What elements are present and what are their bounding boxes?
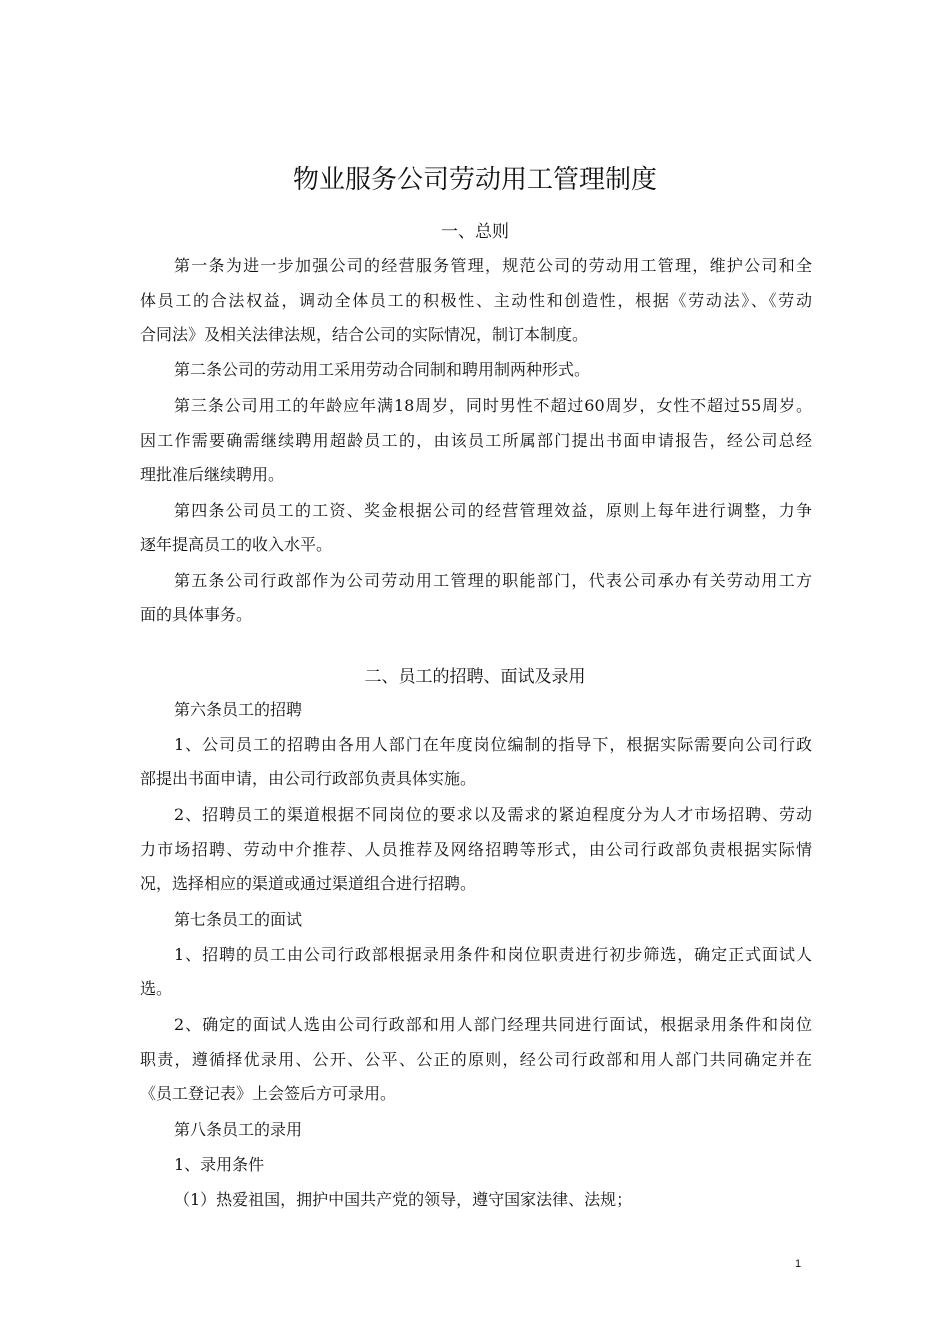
paragraph-line: 第二条公司的劳动用工采用劳动合同制和聘用制两种形式。 [174, 360, 591, 379]
paragraph-line: 面的具体事务。 [140, 605, 253, 624]
paragraph-line: 第四条公司员工的工资、奖金根据公司的经营管理效益，原则上每年进行调整，力争 [174, 501, 812, 520]
article-heading: 第六条员工的招聘 [174, 700, 303, 719]
paragraph-line: 1、招聘的员工由公司行政部根据录用条件和岗位职责进行初步筛选，确定正式面试人 [174, 945, 812, 964]
paragraph-line: 力市场招聘、劳动中介推荐、人员推荐及网络招聘等形式，由公司行政部负责根据实际情 [140, 840, 812, 859]
paragraph-line: 体员工的合法权益，调动全体员工的积极性、主动性和创造性，根据《劳动法》、《劳动 [140, 291, 812, 310]
paragraph-line: 选。 [140, 979, 173, 998]
paragraph-line: 第五条公司行政部作为公司劳动用工管理的职能部门，代表公司承办有关劳动用工方 [174, 571, 812, 590]
paragraph-line: 第三条公司用工的年龄应年满18周岁，同时男性不超过60周岁，女性不超过55周岁。 [174, 396, 812, 415]
paragraph-line: 1、公司员工的招聘由各用人部门在年度岗位编制的指导下，根据实际需要向公司行政 [174, 735, 812, 754]
section-heading-general: 一、总则 [441, 222, 509, 242]
paragraph-line: 况，选择相应的渠道或通过渠道组合进行招聘。 [140, 874, 477, 893]
page-number: 1 [795, 1258, 802, 1270]
section-heading-recruitment: 二、员工的招聘、面试及录用 [364, 667, 586, 687]
paragraph-line: 2、确定的面试人选由公司行政部和用人部门经理共同进行面试，根据录用条件和岗位 [174, 1015, 812, 1034]
paragraph-line: 部提出书面申请，由公司行政部负责具体实施。 [140, 769, 477, 788]
document-title: 物业服务公司劳动用工管理制度 [292, 165, 657, 195]
article-heading: 第八条员工的录用 [174, 1120, 303, 1139]
article-heading: 第七条员工的面试 [174, 910, 303, 929]
sub-heading: 1、录用条件 [174, 1155, 265, 1174]
paragraph-line: 《员工登记表》上会签后方可录用。 [140, 1084, 397, 1103]
paragraph-line: 理批准后继续聘用。 [140, 465, 285, 484]
paragraph-line: 2、招聘员工的渠道根据不同岗位的要求以及需求的紧迫程度分为人才市场招聘、劳动 [174, 805, 812, 824]
paragraph-line: 职责，遵循择优录用、公开、公平、公正的原则，经公司行政部和用人部门共同确定并在 [140, 1050, 812, 1069]
paragraph-line: 因工作需要确需继续聘用超龄员工的，由该员工所属部门提出书面申请报告，经公司总经 [140, 431, 812, 450]
list-item: （1）热爱祖国，拥护中国共产党的领导，遵守国家法律、法规； [174, 1190, 633, 1209]
paragraph-line: 第一条为进一步加强公司的经营服务管理，规范公司的劳动用工管理，维护公司和全 [174, 256, 812, 275]
paragraph-line: 合同法》及相关法律法规，结合公司的实际情况，制订本制度。 [140, 325, 589, 344]
paragraph-line: 逐年提高员工的收入水平。 [140, 535, 333, 554]
